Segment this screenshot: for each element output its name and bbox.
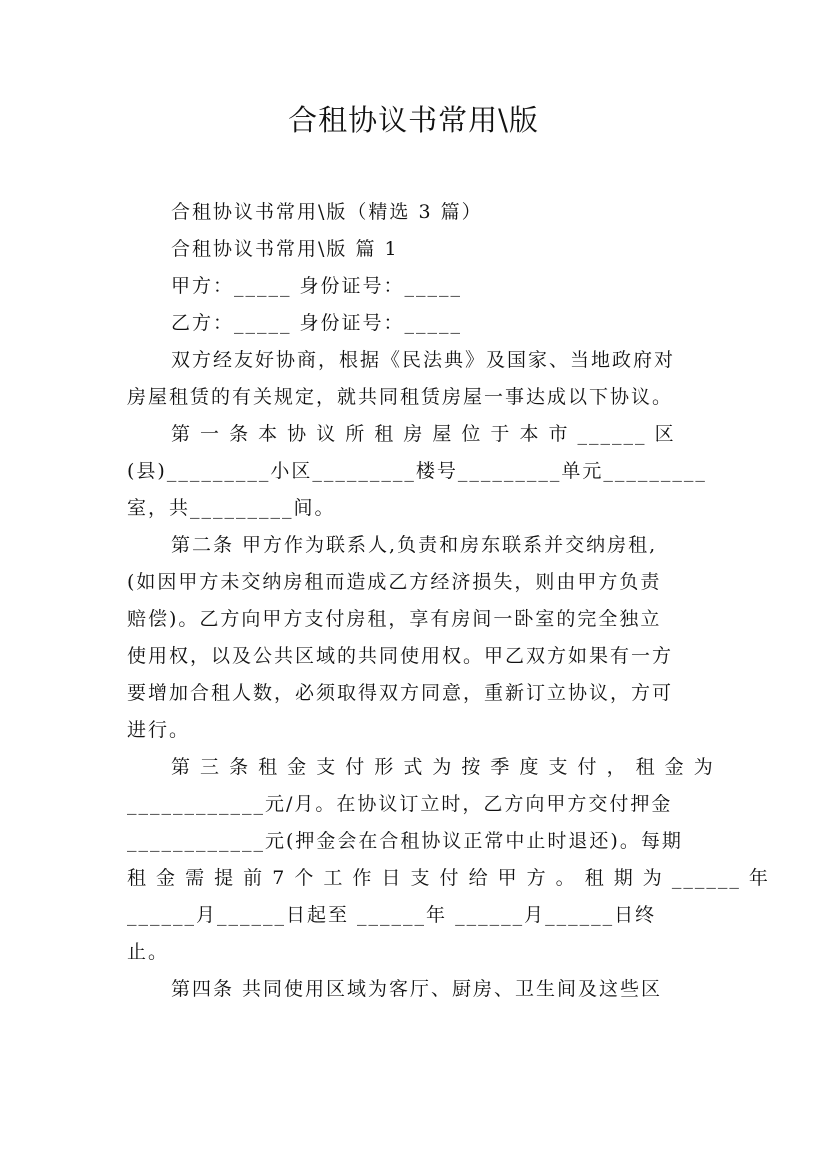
section-heading: 合租协议书常用\版 篇 1 (171, 238, 399, 260)
body-line: ____________元/月。在协议订立时，乙方向甲方交付押金 (127, 793, 673, 815)
article-1-line: 第 一 条 本 协 议 所 租 房 屋 位 于 本 市 ______ 区 (171, 423, 676, 445)
body-line: 要增加合租人数，必须取得双方同意，重新订立协议，方可 (127, 682, 674, 704)
body-line: 双方经友好协商，根据《民法典》及国家、当地政府对 (171, 349, 676, 371)
body-line: 室，共_________间。 (127, 497, 336, 519)
article-3-line: 第 三 条 租 金 支 付 形 式 为 按 季 度 支 付 ， 租 金 为 (171, 756, 715, 778)
body-line: ____________元(押金会在合租协议正常中止时退还)。每期 (127, 830, 683, 852)
document-body (127, 194, 770, 1008)
body-line: ______月______日起至 ______年 ______月______日终 (127, 904, 657, 926)
body-line: 使用权，以及公共区域的共同使用权。甲乙双方如果有一方 (127, 645, 674, 667)
body-line: 止。 (127, 941, 170, 963)
body-line: (县)_________小区_________楼号_________单元_________ (127, 460, 707, 482)
subtitle-line: 合租协议书常用\版（精选 3 篇） (171, 201, 483, 223)
body-line: 租 金 需 提 前 7 个 工 作 日 支 付 给 甲 方 。 租 期 为 ______ 年 (127, 867, 770, 889)
party-a-line: 甲方：_____ 身份证号：_____ (171, 275, 463, 297)
body-line: 进行。 (127, 719, 191, 741)
body-line: (如因甲方未交纳房租而造成乙方经济损失，则由甲方负责 (127, 571, 662, 593)
party-b-line: 乙方：_____ 身份证号：_____ (171, 312, 463, 334)
article-2-line: 第二条 甲方作为联系人,负责和房东联系并交纳房租, (171, 534, 658, 556)
body-line: 房屋租赁的有关规定，就共同租赁房屋一事达成以下协议。 (127, 386, 674, 408)
article-4-line: 第四条 共同使用区域为客厅、厨房、卫生间及这些区 (171, 978, 663, 1000)
body-line: 赔偿)。乙方向甲方支付房租，享有房间一卧室的完全独立 (127, 608, 662, 630)
document-title: 合租协议书常用\版 (288, 103, 539, 137)
